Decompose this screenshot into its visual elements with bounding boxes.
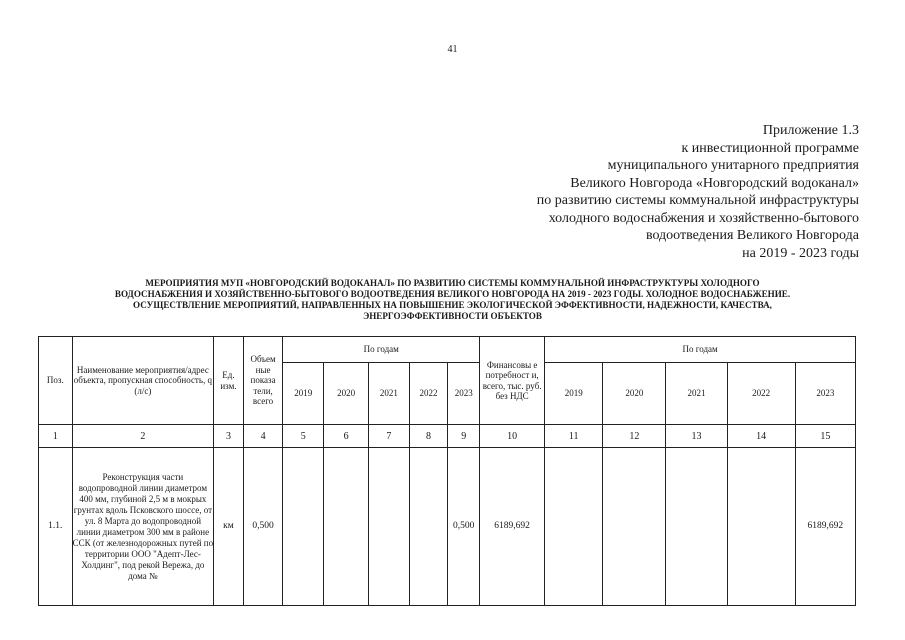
appendix-line: на 2019 - 2023 годы	[742, 245, 859, 261]
column-number: 14	[727, 425, 795, 448]
header-year: 2019	[545, 363, 603, 425]
page-number: 41	[447, 44, 458, 55]
column-number: 12	[603, 425, 666, 448]
appendix-line: муниципального унитарного предприятия	[607, 158, 859, 173]
appendix-line: к инвестиционной программе	[681, 140, 859, 156]
header-year: 2021	[666, 363, 727, 425]
document-title	[40, 278, 865, 322]
row-finance-2019	[545, 448, 603, 606]
row-pos: 1.1.	[39, 448, 73, 606]
row-finance: 6189,692	[480, 448, 545, 606]
header-pos: Поз.	[39, 337, 73, 425]
row-finance-2022	[727, 448, 795, 606]
header-finance: Финансовы е потребност и, всего, тыс. руб. без НДС	[480, 337, 545, 425]
row-unit: км	[214, 448, 244, 606]
column-number: 8	[409, 425, 448, 448]
row-volume-2021	[368, 448, 409, 606]
title-line: ОСУЩЕСТВЛЕНИЕ МЕРОПРИЯТИЙ, НАПРАВЛЕННЫХ НА ПОВЫШЕНИЕ ЭКОЛОГИЧЕСКОЙ ЭФФЕКТИВНОСТИ, НАДЕЖНОСТИ, КАЧЕСТВА,	[133, 300, 772, 310]
appendix-line: холодного водоснабжения и хозяйственно-бытового	[548, 210, 859, 226]
row-finance-2020	[603, 448, 666, 606]
appendix-caption	[537, 122, 859, 262]
header-year: 2023	[448, 363, 480, 425]
header-year: 2020	[324, 363, 369, 425]
header-volume: Объем ные показа тели, всего	[243, 337, 283, 425]
header-year: 2022	[409, 363, 448, 425]
title-line: ЭНЕРГОЭФФЕКТИВНОСТИ ОБЪЕКТОВ	[363, 311, 542, 321]
column-number: 6	[324, 425, 369, 448]
title-line: ВОДОСНАБЖЕНИЯ И ХОЗЯЙСТВЕННО-БЫТОВОГО ВОДООТВЕДЕНИЯ ВЕЛИКОГО НОВГОРОДА НА 2019 - 2023 ГОДЫ. ХОЛОДНОЕ ВОДОСНАБЖЕНИЕ.	[114, 289, 791, 299]
row-finance-2023: 6189,692	[795, 448, 855, 606]
table-row	[39, 448, 856, 606]
header-unit: Ед. изм.	[214, 337, 244, 425]
row-volume-2020	[324, 448, 369, 606]
row-volume-2023: 0,500	[448, 448, 480, 606]
header-year: 2023	[795, 363, 855, 425]
column-number: 15	[795, 425, 855, 448]
header-by-years-finance: По годам	[545, 337, 856, 363]
column-number: 13	[666, 425, 727, 448]
column-number: 11	[545, 425, 603, 448]
appendix-line: водоотведения Великого Новгорода	[645, 228, 859, 243]
column-number: 4	[243, 425, 283, 448]
column-number: 1	[39, 425, 73, 448]
row-volume-2019	[283, 448, 324, 606]
column-number: 10	[480, 425, 545, 448]
header-year: 2022	[727, 363, 795, 425]
header-year: 2019	[283, 363, 324, 425]
header-year: 2021	[368, 363, 409, 425]
column-number: 7	[368, 425, 409, 448]
appendix-line: Великого Новгорода «Новгородский водоканал»	[570, 175, 859, 191]
measures-table	[38, 336, 856, 606]
column-number: 5	[283, 425, 324, 448]
row-volume: 0,500	[243, 448, 283, 606]
row-volume-2022	[409, 448, 448, 606]
header-year: 2020	[603, 363, 666, 425]
title-line: МЕРОПРИЯТИЯ МУП «НОВГОРОДСКИЙ ВОДОКАНАЛ» ПО РАЗВИТИЮ СИСТЕМЫ КОММУНАЛЬНОЙ ИНФРАСТРУКТУРЫ ХОЛОДНОГО	[145, 278, 760, 288]
row-name: Реконструкция части водопроводной линии диаметром 400 мм, глубиной 2,5 м в мокрых грунтах вдоль Псковского шоссе, от ул. 8 Марта до водопроводной линии диаметром 300 мм в районе ССК (от железнодорожных путей по территории ООО "Адепт-Лес-Холдинг", под рекой Вережа, до дома №	[72, 448, 214, 606]
header-by-years-volume: По годам	[283, 337, 480, 363]
row-finance-2021	[666, 448, 727, 606]
header-name: Наименование мероприятия/адрес объекта, пропускная способность, q (л/с)	[72, 337, 214, 425]
column-number: 2	[72, 425, 214, 448]
column-number: 3	[214, 425, 244, 448]
appendix-line: Приложение 1.3	[762, 123, 859, 138]
column-number: 9	[448, 425, 480, 448]
appendix-line: по развитию системы коммунальной инфраструктуры	[536, 193, 859, 208]
column-number-row	[39, 425, 856, 448]
